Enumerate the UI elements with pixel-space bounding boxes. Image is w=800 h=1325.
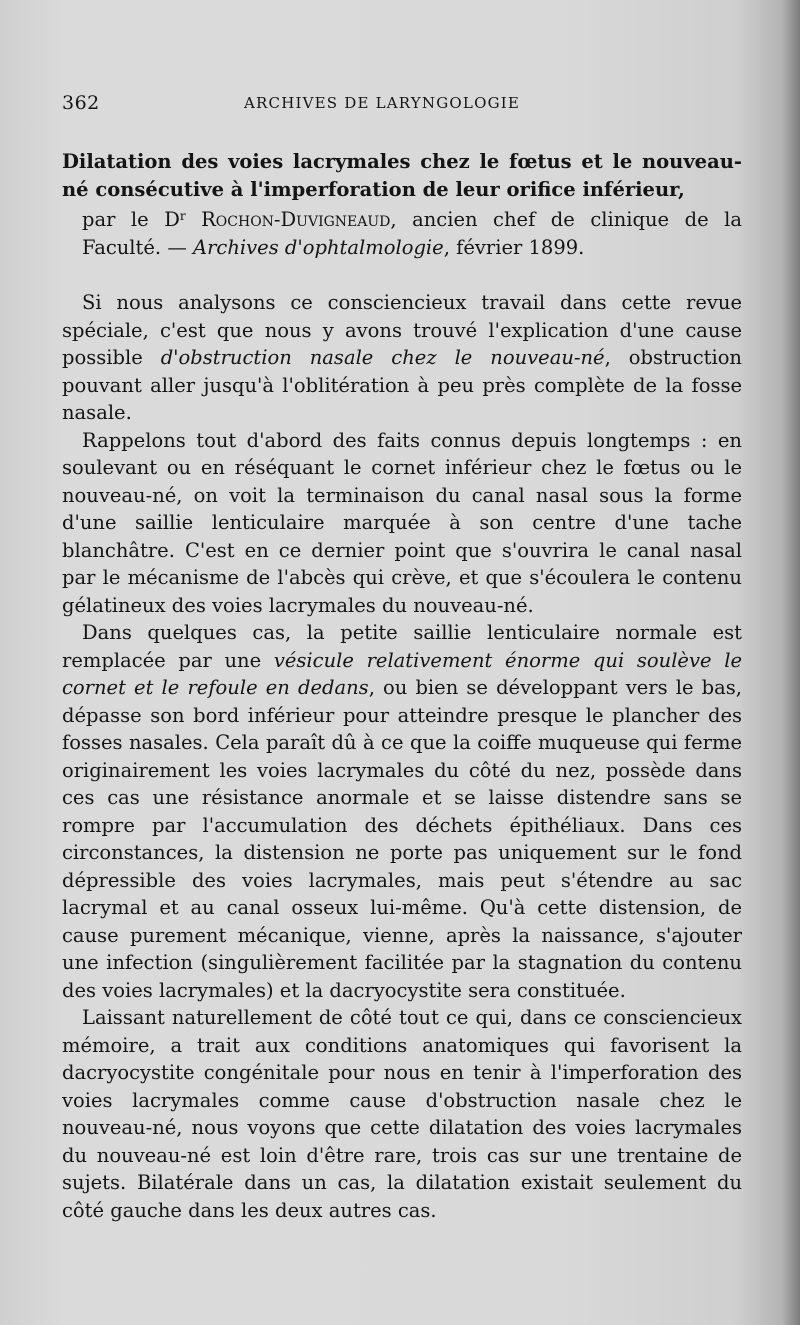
paragraph-1: [62, 289, 742, 427]
article-body: [62, 148, 742, 1224]
citation-date: , février 1899.: [443, 235, 585, 259]
paragraph-1-emphasis: d'obstruction nasale chez le nouveau-né: [160, 346, 605, 369]
citation-dr-superscript: r: [179, 209, 186, 223]
running-head: ARCHIVES DE LARYNGOLOGIE: [244, 94, 521, 112]
citation-par-le: par le D: [82, 208, 180, 231]
paragraph-3-text-a: Dans quelques cas, la petite saillie lenticulaire normale est remplacée par une: [62, 621, 742, 672]
paragraph-2: Rappelons tout d'abord des faits connus depuis longtemps : en soulevant ou en réséquant le cornet inférieur chez le fœtus ou le nouveau-né, on voit la terminaison du canal nasal sous la forme d'une saillie lenticulaire marquée à son centre d'une tache blanchâtre. C'est en ce dernier point que s'ouvrira le canal nasal par le mécanisme de l'abcès qui crève, et que s'écoulera le contenu gélatineux des voies lacrymales du nouveau-né.: [62, 428, 742, 617]
citation-journal: Archives d'ophtalmologie: [193, 235, 444, 259]
paragraph-1-text-a: Si nous analysons ce consciencieux travail dans cette revue spéciale, c'est que nous y avons trouvé l'explication d'une cause possible: [62, 291, 742, 369]
article-title: Dilatation des voies lacrymales chez le fœtus et le nouveau-né consécutive à l'imperforation de leur orifice inférieur,: [62, 150, 742, 201]
citation-affiliation: , ancien chef de clinique de la Faculté. —: [82, 208, 742, 259]
paragraph-1-text-c: , obstruction pouvant aller jusqu'à l'oblitération à peu près complète de la fosse nasale.: [62, 346, 742, 424]
paragraph-4: Laissant naturellement de côté tout ce qui, dans ce consciencieux mémoire, a trait aux conditions anatomiques qui favorisent la dacryocystite congénitale pour nous en tenir à l'imperforation des voies lacrymales comme cause d'obstruction nasale chez le nouveau-né, nous voyons que cette dilatation des voies lacrymales du nouveau-né est loin d'être rare, trois cas sur une trentaine de sujets. Bilatérale dans un cas, la dilatation existait seulement du côté gauche dans les deux autres cas.: [62, 1006, 742, 1222]
article-citation: [82, 203, 742, 261]
paragraph-3-emphasis: vésicule relativement énorme qui soulève le cornet et le refoule en dedans: [62, 648, 742, 699]
page-number: 362: [62, 92, 100, 114]
paragraph-3: [62, 619, 742, 1004]
page-header: [62, 92, 742, 118]
citation-author: Rochon-Duvigneaud: [201, 208, 391, 231]
paragraph-3-text-c: , ou bien se développant vers le bas, dépasse son bord inférieur pour atteindre presque le plancher des fosses nasales. Cela paraît dû à ce que la coiffe muqueuse qui ferme originairement les voies lacrymales du côté du nez, possède dans ces cas une résistance anormale et se laisse distendre sans se rompre par l'accumulation des déchets épithéliaux. Dans ces circonstances, la distension ne porte pas uniquement sur le fond dépressible des voies lacrymales, mais peut s'étendre au sac lacrymal et au canal osseux lui-même. Qu'à cette distension, de cause purement mécanique, vienne, après la naissance, s'ajouter une infection (singulièrement facilitée par la stagnation du contenu des voies lacrymales) et la dacryocystite sera constituée.: [62, 676, 742, 1002]
